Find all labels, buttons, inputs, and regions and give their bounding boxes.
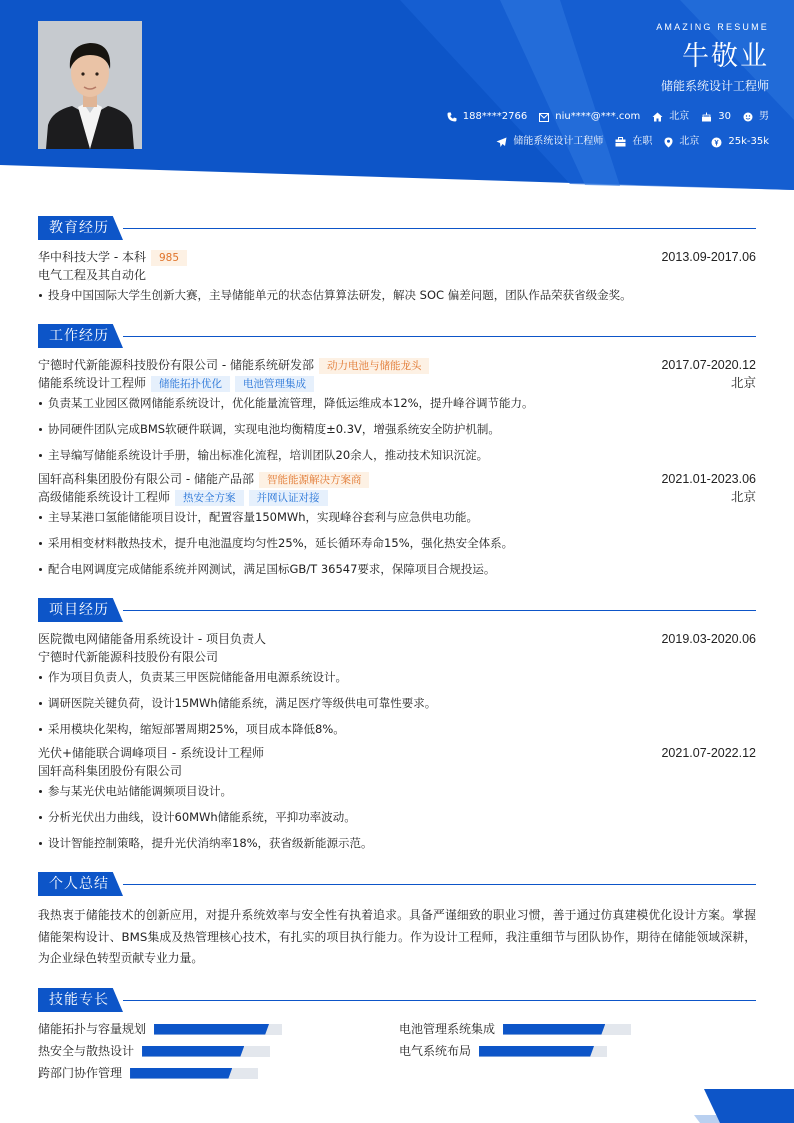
project-company: 国轩高科集团股份有限公司 [38,764,183,778]
work-company-tag: 动力电池与储能龙头 [319,358,430,374]
section-divider [123,610,756,611]
project-bullet: 作为项目负责人，负责某三甲医院储能备用电源系统设计。 [38,669,756,686]
work-role: 储能系统设计工程师 [38,376,147,390]
school-name: 华中科技大学 - 本科 [38,250,146,264]
cake-icon [701,112,712,122]
project-bullet: 采用模块化架构，缩短部署周期25%，项目成本降低8%。 [38,721,756,738]
phone-text: 188****2766 [462,111,528,122]
section-divider [123,336,756,337]
work-1-role-row [38,375,756,392]
skill-item [38,1065,258,1081]
skill-name: 电气系统布局 [399,1044,472,1058]
skill-item [38,1043,270,1059]
project-bullet: 分析光伏出力曲线，设计60MWh储能系统，平抑功率波动。 [38,809,756,826]
project-company: 宁德时代新能源科技股份有限公司 [38,650,219,664]
project-date: 2021.07-2022.12 [661,746,756,760]
residence-info [652,110,689,124]
work-skill-tag: 电池管理集成 [235,376,314,392]
skill-item [399,1021,631,1037]
home-icon [652,112,663,122]
skill-bar-fill [503,1024,605,1035]
gender-info [743,110,769,124]
gender-icon [743,112,753,122]
email-info [539,110,640,124]
residence-text: 北京 [669,111,690,122]
section-divider [123,228,756,229]
work-skill-tag: 储能拓扑优化 [151,376,230,392]
contact-row [435,110,769,124]
project-bullet: 参与某光伏电站储能调频项目设计。 [38,783,756,800]
skill-name: 跨部门协作管理 [38,1066,123,1080]
work-bullet: 负责某工业园区微网储能系统设计，优化能量流管理，降低运维成本12%，提升峰谷调节能力。 [38,395,756,412]
salary-text: 25k-35k [728,136,769,147]
section-title: 项目经历 [49,602,109,618]
work-role: 高级储能系统设计工程师 [38,490,171,504]
project-name: 光伏+储能联合调峰项目 - 系统设计工程师 [38,746,265,760]
work-city: 北京 [730,490,756,504]
gender-text: 男 [759,111,769,122]
location-pin-icon [664,137,673,148]
education-major-row [38,267,756,284]
skill-bar-fill [142,1046,244,1057]
age-info [701,110,731,124]
age-text: 30 [718,111,731,122]
mail-icon [539,113,549,122]
education-date: 2013.09-2017.06 [661,250,756,264]
skill-name: 电池管理系统集成 [399,1022,496,1036]
section-title: 技能专长 [49,992,109,1008]
intent-city-text: 北京 [679,136,700,147]
header-text [656,21,769,95]
work-city: 北京 [730,376,756,390]
work-company: 国轩高科集团股份有限公司 - 储能产品部 [38,472,254,486]
project-2-header [38,745,756,762]
work-company-tag: 智能能源解决方案商 [259,472,370,488]
skill-bar-fill [130,1068,232,1079]
skill-bar [142,1046,270,1057]
candidate-name: 牛敬业 [682,41,769,72]
skill-name: 储能拓扑与容量规划 [38,1022,147,1036]
status-info [615,135,652,149]
phone-icon [447,112,457,122]
work-bullet: 采用相变材料散热技术，提升电池温度均匀性25%，延长循环寿命15%，强化热安全体系。 [38,535,756,552]
work-company: 宁德时代新能源科技股份有限公司 - 储能系统研发部 [38,358,314,372]
section-title: 个人总结 [49,876,109,892]
section-education [38,216,756,240]
work-bullet: 主导编写储能系统设计手册，输出标准化流程，培训团队20余人，推动技术知识沉淀。 [38,447,756,464]
candidate-title: 储能系统设计工程师 [660,79,769,93]
profile-photo [38,21,142,149]
phone-info [447,110,528,124]
work-2-role-row [38,489,756,506]
section-projects [38,598,756,622]
work-skill-tag: 并网认证对接 [249,490,328,506]
skill-bar [154,1024,282,1035]
project-2-company-row [38,763,756,780]
work-skill-tag: 热安全方案 [175,490,244,506]
intent-city-info [664,135,699,149]
section-divider [123,1000,756,1001]
skill-item [399,1043,607,1059]
major: 电气工程及其自动化 [38,268,147,282]
skill-bar [479,1046,607,1057]
skill-bar-fill [154,1024,269,1035]
tagline: AMAZING RESUME [656,22,769,32]
project-1-header [38,631,756,648]
education-header-row [38,249,756,266]
project-date: 2019.03-2020.06 [661,632,756,646]
section-title: 工作经历 [49,328,109,344]
section-skills [38,988,756,1012]
work-2-header [38,471,756,488]
work-bullet: 主导某港口氢能储能项目设计，配置容量150MWh，实现峰谷套利与应急供电功能。 [38,509,756,526]
briefcase-icon [615,137,626,147]
intent-position-text: 储能系统设计工程师 [513,136,604,147]
email-text: niu****@***.com [555,111,641,122]
money-icon [711,137,722,148]
section-summary [38,872,756,896]
school-badge: 985 [151,250,187,266]
section-title: 教育经历 [49,220,109,236]
project-bullet: 调研医院关键负荷，设计15MWh储能系统，满足医疗等级供电可靠性要求。 [38,695,756,712]
job-intent-row [484,135,769,149]
work-date: 2017.07-2020.12 [661,358,756,372]
education-bullet: 投身中国国际大学生创新大赛，主导储能单元的状态估算算法研发，解决 SOC 偏差问题，团队作品荣获省级金奖。 [38,287,756,304]
summary-text: 我热衷于储能技术的创新应用，对提升系统效率与安全性有执着追求。具备严谨细致的职业习惯，善于通过仿真建模优化设计方案。掌握储能架构设计、BMS集成及热管理核心技术，有扎实的项目执行能力。作为设计工程师，我注重细节与团队协作，期待在储能领域深耕，为企业绿色转型贡献专业力量。 [38,908,756,965]
skill-bar-fill [479,1046,594,1057]
work-bullet: 协同硬件团队完成BMS软硬件联调，实现电池均衡精度±0.3V，增强系统安全防护机制。 [38,421,756,438]
skill-item [38,1021,282,1037]
intent-position-info [496,135,603,149]
project-1-company-row [38,649,756,666]
send-icon [496,137,507,148]
work-1-header [38,357,756,374]
project-name: 医院微电网储能备用系统设计 - 项目负责人 [38,632,266,646]
section-work [38,324,756,348]
skill-bar [503,1024,631,1035]
work-bullet: 配合电网调度完成储能系统并网测试，满足国标GB/T 36547要求，保障项目合规投运。 [38,561,756,578]
status-text: 在职 [632,136,653,147]
skill-name: 热安全与散热设计 [38,1044,135,1058]
work-date: 2021.01-2023.06 [661,472,756,486]
section-divider [123,884,756,885]
salary-info [711,135,769,149]
project-bullet: 设计智能控制策略，提升光伏消纳率18%，获省级新能源示范。 [38,835,756,852]
footer-corner-decoration [694,1083,794,1123]
skill-bar [130,1068,258,1079]
